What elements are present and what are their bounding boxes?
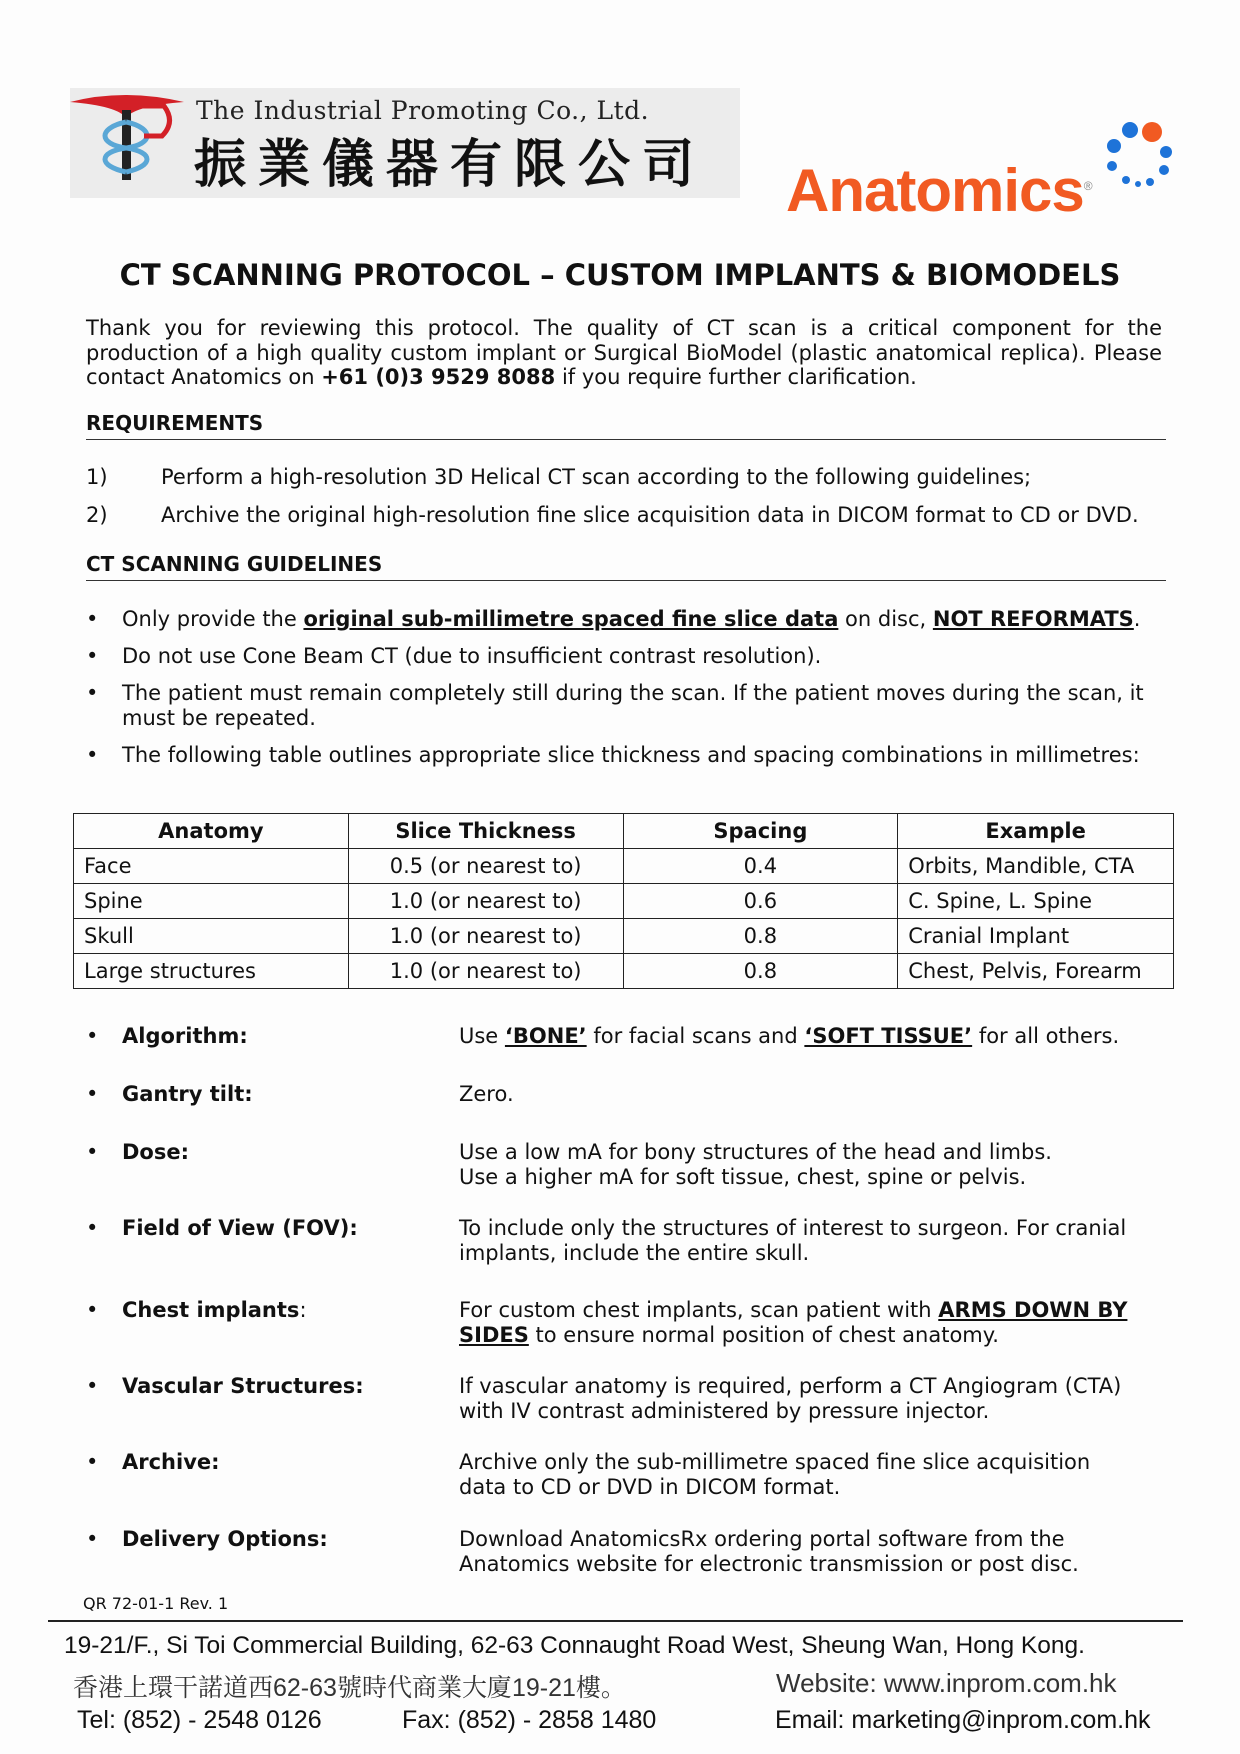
caduceus-logo-icon <box>64 92 194 184</box>
footer-divider <box>48 1620 1183 1622</box>
text-line: Anatomics website for electronic transmission or post disc. <box>459 1551 1079 1576</box>
table-cell: C. Spine, L. Spine <box>898 884 1174 919</box>
footer-fax: Fax: (852) - 2858 1480 <box>402 1706 657 1734</box>
param-delivery <box>86 1527 1166 1579</box>
param-label: Algorithm: <box>122 1024 248 1048</box>
anatomics-logo <box>786 156 1092 225</box>
footer-address-en: 19-21/F., Si Toi Commercial Building, 62-63 Connaught Road West, Sheung Wan, Hong Kong. <box>64 1632 1085 1659</box>
bullet-icon: • <box>86 1024 99 1048</box>
footer-tel: Tel: (852) - 2548 0126 <box>77 1706 322 1734</box>
anatomics-dots-icon <box>1100 118 1180 198</box>
emphasis-not-reformats: NOT REFORMATS <box>932 607 1134 631</box>
text-pre: For custom chest implants, scan patient with <box>459 1298 939 1322</box>
document-code: QR 72-01-1 Rev. 1 <box>83 1594 229 1613</box>
intro-text: Thank you for reviewing this protocol. The quality of CT scan is a critical component for the production of a high quality custom implant or Surgical BioModel (plastic anatomical replica). Please contact Anatomics on <box>86 316 1162 389</box>
table-cell: Spine <box>74 884 349 919</box>
table-row <box>74 954 1174 989</box>
footer-website[interactable]: Website: www.inprom.com.hk <box>776 1668 1117 1698</box>
guidelines-heading: CT SCANNING GUIDELINES <box>86 552 1166 581</box>
contact-phone: +61 (0)3 9529 8088 <box>321 365 556 389</box>
text-line: Archive only the sub-millimetre spaced fine slice acquisition <box>459 1450 1091 1474</box>
param-label: Field of View (FOV): <box>122 1216 358 1240</box>
bullet-icon: • <box>86 743 99 767</box>
text-line: Use a higher mA for soft tissue, chest, spine or pelvis. <box>459 1164 1027 1189</box>
text-mid: for facial scans and <box>586 1024 805 1048</box>
text-line: If vascular anatomy is required, perform a CT Angiogram (CTA) <box>459 1374 1122 1398</box>
param-label: Dose: <box>122 1140 189 1164</box>
bullet-icon: • <box>86 1527 99 1551</box>
text-line: Use a low mA for bony structures of the head and limbs. <box>459 1140 1052 1164</box>
item-text: Perform a high-resolution 3D Helical CT scan according to the following guidelines; <box>161 465 1032 489</box>
guideline-bullet <box>86 607 1166 633</box>
param-label <box>122 1298 307 1323</box>
text-post: . <box>1133 607 1141 631</box>
company-name-cn: 振業儀器有限公司 <box>194 134 707 195</box>
table-cell: Chest, Pelvis, Forearm <box>898 954 1174 989</box>
bullet-icon: • <box>86 644 99 668</box>
emphasis-bone: ‘BONE’ <box>504 1024 587 1048</box>
param-label: Delivery Options: <box>122 1527 328 1551</box>
table-cell: Face <box>74 849 349 884</box>
intro-text-end: if you require further clarification. <box>555 365 917 389</box>
table-row <box>74 884 1174 919</box>
param-value: Zero. <box>459 1082 514 1106</box>
company-name-en: The Industrial Promoting Co., Ltd. <box>196 96 650 125</box>
text-mid: on disc, <box>838 607 933 631</box>
emphasis-original-data: original sub-millimetre spaced fine slice data <box>303 607 839 631</box>
table-cell: Orbits, Mandible, CTA <box>898 849 1174 884</box>
text-line: The patient must remain completely still during the scan. If the patient moves during the scan, it <box>122 681 1144 705</box>
table-cell: 0.4 <box>623 849 898 884</box>
column-header: Anatomy <box>74 814 349 849</box>
label-text: Chest implants <box>122 1298 300 1322</box>
text-pre: Only provide the <box>122 607 304 631</box>
param-label: Gantry tilt: <box>122 1082 253 1106</box>
bullet-icon: • <box>86 1374 99 1398</box>
slice-thickness-table <box>73 813 1174 989</box>
param-value <box>459 1298 1159 1347</box>
param-label: Vascular Structures: <box>122 1374 364 1398</box>
bullet-icon: • <box>86 681 99 705</box>
param-gantry-tilt <box>86 1082 1166 1108</box>
table-cell: 1.0 (or nearest to) <box>348 919 623 954</box>
param-chest-implants <box>86 1298 1166 1350</box>
table-cell: 1.0 (or nearest to) <box>348 884 623 919</box>
bullet-icon: • <box>86 1082 99 1106</box>
guideline-text <box>122 607 1140 632</box>
label-colon: : <box>299 1298 307 1322</box>
text-line: implants, include the entire skull. <box>459 1240 810 1265</box>
emphasis-sides: SIDES <box>459 1322 529 1347</box>
column-header: Example <box>898 814 1174 849</box>
param-algorithm <box>86 1024 1166 1050</box>
guideline-bullet <box>86 743 1166 769</box>
column-header: Spacing <box>623 814 898 849</box>
table-cell: Large structures <box>74 954 349 989</box>
param-value <box>459 1450 1159 1499</box>
text-pre: Use <box>459 1024 505 1048</box>
param-value <box>459 1374 1159 1423</box>
anatomics-wordmark: Anatomics <box>786 157 1084 224</box>
param-value <box>459 1140 1159 1189</box>
text-post: for all others. <box>972 1024 1120 1048</box>
table-header-row <box>74 814 1174 849</box>
item-number: 1) <box>86 465 108 489</box>
param-value <box>459 1024 1159 1049</box>
footer-address-cn: 香港上環干諾道西62-63號時代商業大廈19-21樓。 <box>73 1674 626 1702</box>
table-cell: 0.5 (or nearest to) <box>348 849 623 884</box>
text-line: must be repeated. <box>122 705 316 730</box>
guideline-text <box>122 681 1144 730</box>
registered-mark: ® <box>1083 179 1092 193</box>
param-vascular <box>86 1374 1166 1426</box>
text-post: to ensure normal position of chest anatomy. <box>528 1322 999 1347</box>
table-cell: 1.0 (or nearest to) <box>348 954 623 989</box>
table-cell: Skull <box>74 919 349 954</box>
emphasis-arms-down: ARMS DOWN BY <box>938 1298 1128 1322</box>
column-header: Slice Thickness <box>348 814 623 849</box>
guideline-text: The following table outlines appropriate slice thickness and spacing combinations in millimetres: <box>122 743 1140 767</box>
param-value <box>459 1216 1159 1265</box>
bullet-icon: • <box>86 1450 99 1474</box>
text-line: To include only the structures of interest to surgeon. For cranial <box>459 1216 1127 1240</box>
document-title: CT SCANNING PROTOCOL – CUSTOM IMPLANTS & BIOMODELS <box>119 258 1121 292</box>
param-dose <box>86 1140 1166 1192</box>
footer-email[interactable]: Email: marketing@inprom.com.hk <box>775 1706 1151 1734</box>
param-field-of-view <box>86 1216 1166 1268</box>
table-cell: Cranial Implant <box>898 919 1174 954</box>
table-row <box>74 919 1174 954</box>
guideline-bullet <box>86 681 1166 733</box>
param-archive <box>86 1450 1166 1502</box>
bullet-icon: • <box>86 607 99 631</box>
requirement-item <box>86 503 1139 527</box>
requirements-heading: REQUIREMENTS <box>86 411 1166 440</box>
guideline-text: Do not use Cone Beam CT (due to insufficient contrast resolution). <box>122 644 822 668</box>
table-cell: 0.8 <box>623 954 898 989</box>
guideline-bullet <box>86 644 1166 670</box>
requirement-item <box>86 465 1031 489</box>
item-number: 2) <box>86 503 108 527</box>
text-line: with IV contrast administered by pressure injector. <box>459 1398 990 1423</box>
emphasis-soft-tissue: ‘SOFT TISSUE’ <box>804 1024 973 1048</box>
item-text: Archive the original high-resolution fine slice acquisition data in DICOM format to CD or DVD. <box>161 503 1139 527</box>
text-line: Download AnatomicsRx ordering portal software from the <box>459 1527 1065 1551</box>
table-row <box>74 849 1174 884</box>
table-cell: 0.8 <box>623 919 898 954</box>
bullet-icon: • <box>86 1298 99 1322</box>
table-cell: 0.6 <box>623 884 898 919</box>
intro-paragraph <box>86 316 1162 390</box>
bullet-icon: • <box>86 1140 99 1164</box>
bullet-icon: • <box>86 1216 99 1240</box>
param-value <box>459 1527 1159 1576</box>
text-line: data to CD or DVD in DICOM format. <box>459 1474 841 1499</box>
param-label: Archive: <box>122 1450 220 1474</box>
